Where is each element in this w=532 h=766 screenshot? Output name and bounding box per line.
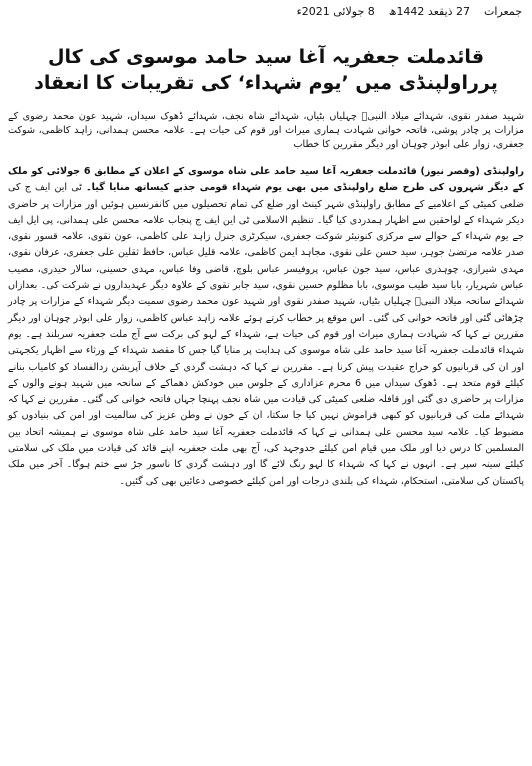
- article-body: [8, 164, 524, 490]
- dateline-day: جمعرات: [484, 4, 522, 18]
- article-summary: شہید صفدر نقوی، شہدائے میلاد النبیؐ چہلیاں بٹیاں، شہدائے شاہ نجف، شہدائے ڈھوک سیداں، شہید عون محمد رضوی کے مزارات پر چادر پوشی، فاتحہ خوانی شہادت ہماری میراث اور قوم کی حیات ہے۔ علامہ محسن ہمدانی، زاہد کاظمی، شوکت جعفری، زوار علی ابوذر چوہان اور دیگر مقررین کا خطاب: [8, 111, 524, 150]
- article-lead: راولپنڈی (وقصر نیوز) قائدملت جعفریہ آغا سید حامد علی شاہ موسوی کے اعلان کے مطابق 6 جولائی کو ملک کے دیگر شہروں کی طرح ضلع راولپنڈی میں بھی یوم شہداء قومی جذبے کیساتھ منایا گیا۔: [8, 166, 524, 194]
- article-text: ٹی این ایف ج کی ضلعی کمیٹی کے اعلامیے کے مطابق راولپنڈی شہر کینٹ اور ضلع کی تمام تحصیلوں میں کانفرنسیں ہوئیں اور مزارات پر حاضری دیکر شہداء کے لواحقین سے اظہار ہمدردی کیا گیا۔ تنظیم الاسلامی ٹی این ایف ج پنجاب علامہ محسن علی ہمدانی، پی ایل ایف جے یوم شہداء کے حوالے سے مرکزی کنونیئر شوکت جعفری، سیکرٹری جنرل زاہد علی کاظمی، عون نقوی، علامہ قسور نقوی، صدر علامہ مرتضیٰ جوہر، سید حسن علی نقوی، مجاہد ایمن کاظمی، علامہ قلیل عباس، حافظ ثقلین علی جعفری، عرفان نقوی، مہدی شیرازی، چوہدری عباس، سید جون عباس، پروفیسر عباس بلوچ، قاضی وفا عباس، مہدی حسینی، سالار حیدری، مصیب عباس شہریار، بابا سید طیب موسوی، بابا مظلوم حسین نقوی، سید جابر نقوی کے علاوہ دیگر عہدیداروں نے شرکت کی۔ بعدازاں شہدائے سانحہ میلاد النبیؐ چہلیاں بٹیاں، شہید صفدر نقوی اور شہید عون محمد رضوی سمیت دیگر شہداء کے مزارات پر چادر چڑھائی گئی اور فاتحہ خوانی کی گئی۔ اس موقع پر خطاب کرتے ہوئے علامہ زاہد عباس کاظمی، زوار علی ابوذر چوہان اور دیگر مقررین نے کہا کہ شہادت ہماری میراث اور قوم کی حیات ہے، شہداء کے لہو کی برکت سے آج ملت جعفریہ سربلند ہے۔ یوم شہداء قائدملت جعفریہ آغا سید حامد علی شاہ موسوی کی ہدایت پر منایا گیا جس کا مقصد شہداء کے ورثاء سے اظہار یکجہتی اور ان کی قربانیوں کو خراج عقیدت پیش کرنا ہے۔ مقررین نے کہا کہ دہشت گردی کے خلاف آپریشن ردالفساد کو کامیاب بنانے کیلئے قوم متحد ہے۔ ڈھوک سیداں میں 6 محرم عزاداری کے جلوس میں خودکش دھماکے کے سانحہ میں شہید ہونے والوں کے مزارات پر حاضری دی گئی اور قافلہ ضلعی کمیٹی کی قیادت میں شاہ نجف پہنچا جہاں فاتحہ خوانی کی گئی۔ مقررین نے کہا کہ شہدائے ملت کی قربانیوں کو کبھی فراموش نہیں کیا جا سکتا، ان کے خون نے وطن عزیز کی سالمیت اور امن کی بنیادوں کو مضبوط کیا۔ علامہ سید محسن علی ہمدانی نے کہا کہ قائدملت جعفریہ آغا سید حامد علی شاہ موسوی نے ہمیشہ اتحاد بین المسلمین کا درس دیا اور ملک میں قیام امن کیلئے جدوجہد کی، آج بھی ملت جعفریہ اپنے قائد کی قیادت میں ملک کی سلامتی کیلئے سینہ سپر ہے۔ انہوں نے کہا کہ شہداء کا لہو رنگ لائے گا اور دہشت گردی کا ناسور جڑ سے ختم ہوگا۔ آخر میں ملک پاکستان کی سلامتی، استحکام، شہداء کی بلندی درجات اور امن کیلئے خصوصی دعائیں بھی کی گئیں۔: [8, 182, 524, 487]
- dateline-hijri-date: 27 ذیقعد 1442ھ: [388, 4, 471, 18]
- dateline-gregorian-date: 8 جولائی 2021ء: [296, 4, 375, 18]
- article-headline: قائدملت جعفریہ آغا سید حامد موسوی کی کال پرراولپنڈی میں ’یوم شہداء‘ کی تقریبات کا انعقاد: [34, 46, 498, 94]
- dateline: [6, 0, 526, 22]
